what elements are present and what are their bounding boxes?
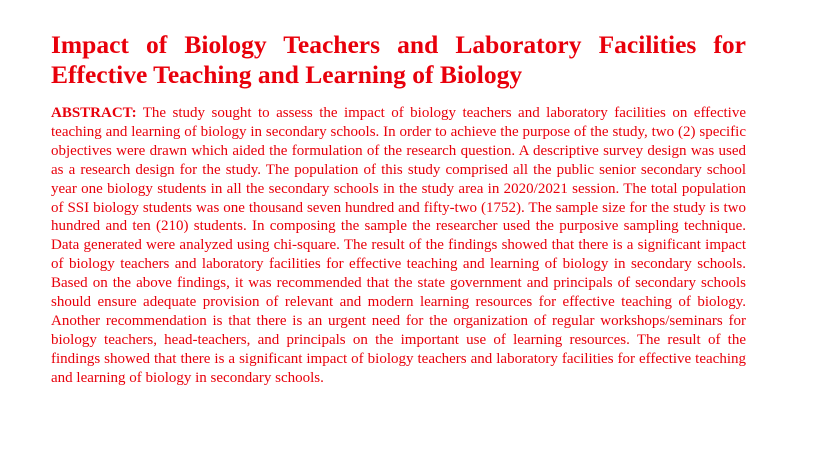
paper-page	[51, 30, 746, 388]
abstract-paragraph	[51, 104, 746, 388]
paper-title: Impact of Biology Teachers and Laboratory Facilities for Effective Teaching and Learning of Biology	[51, 30, 746, 89]
abstract-label: ABSTRACT:	[51, 105, 137, 121]
abstract-text: The study sought to assess the impact of biology teachers and laboratory facilities on effective teaching and learning of biology in secondary schools. In order to achieve the purpose of the study, two (2) specific objectives were drawn which aided the formulation of the research question. A descriptive survey design was used as a research design for the study. The population of this study comprised all the public senior secondary school year one biology students in all the secondary schools in the study area in 2020/2021 session. The total population of SSI biology students was one thousand seven hundred and fifty-two (1752). The sample size for the study is two hundred and ten (210) students. In composing the sample the researcher used the purposive sampling technique. Data generated were analyzed using chi-square. The result of the findings showed that there is a significant impact of biology teachers and laboratory facilities for effective teaching and learning of biology in secondary schools. Based on the above findings, it was recommended that the state government and principals of secondary schools should ensure adequate provision of relevant and modern learning resources for effective teaching of biology. Another recommendation is that there is an urgent need for the organization of regular workshops/seminars for biology teachers, head-teachers, and principals on the important use of learning resources. The result of the findings showed that there is a significant impact of biology teachers and laboratory facilities for effective teaching and learning of biology in secondary schools.	[51, 105, 746, 386]
